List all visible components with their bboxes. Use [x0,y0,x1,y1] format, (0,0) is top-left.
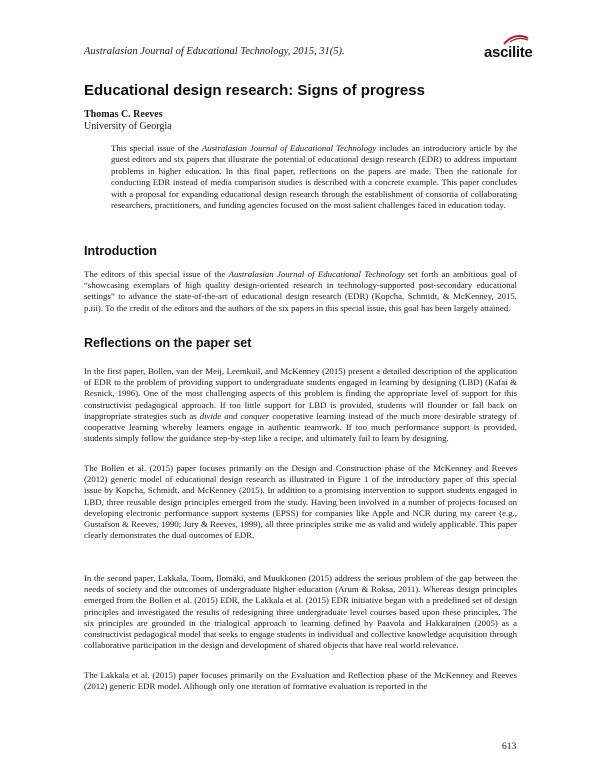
reflections-paragraph-1 [84,366,517,444]
intro-journal-name: Australasian Journal of Educational Technology [228,269,405,279]
reflections-heading: Reflections on the paper set [84,336,252,350]
intro-text-start: The editors of this special issue of the [84,269,229,279]
intro-text-end: set forth an ambitious goal of “showcasing exemplars of high quality design-oriented research in technology-supported post-secondary educational settings” to advance the state-of-the-art of educational design research (EDR) (Kopcha, Schmidt, & McKenney, 2015, p.iii). To the credit of the editors and the authors of the six papers in this special issue, this goal has been largely attained. [84,269,518,313]
p1-text-end: cooperative learning instead of the much more desirable strategy of cooperative learning whereby learners engage in authentic teamwork. If too much performance support is provided, students simply follow the guidance step-by-step like a recipe, and ultimately fail to learn by designing. [84,410,517,444]
author-affiliation: University of Georgia [84,121,172,132]
reflections-paragraph-3: In the second paper, Lakkala, Toom, Ilomäki, and Muukkonen (2015) address the serious problem of the gap between the needs of society and the outcomes of undergraduate higher education (Arum & Roksa, 2011). Whereas design principles emerged from the Bollen et al. (2015) EDR, the Lakkala et al. (2015) EDR initiative began with a predefined set of design principles and investigated the results of redesigning three undergraduate level courses based upon these principles. The six principles are grounded in the trialogical approach to learning defined by Paavola and Hakkarainen (2005) as a constructivist pedagogical model that seeks to engage students in individual and collective knowledge acquisition through collaborative participation in the design and development of shared objects that have real world relevance. [84,573,517,651]
article-title: Educational design research: Signs of progress [84,82,425,99]
introduction-paragraph [84,269,517,314]
logo-text: ascilite [484,44,533,61]
journal-header: Australasian Journal of Educational Technology, 2015, 31(5). [84,46,345,57]
reflections-paragraph-2: The Bollen et al. (2015) paper focuses primarily on the Design and Construction phase of the McKenney and Reeves (2012) generic model of educational design research as illustrated in Figure 1 of the introductory paper of this special issue by Kopcha, Schmidt, and McKenney (2015). In addition to a promising intervention to support students engaged in LBD, three reusable design principles emerged from the study. Having been involved in a number of projects focused on developing electronic performance support systems (EPSS) for companies like Apple and NCR during my career (e.g., Gustafson & Reeves, 1990; Jury & Reeves, 1999), all three principles strike me as valid and widely applicable. This paper clearly demonstrates the dual outcomes of EDR. [84,463,517,541]
author-name: Thomas C. Reeves [84,109,163,120]
p1-text-start: In the first paper, Bollen, van der Meij, Leemkuil, and McKenney (2015) present a detailed description of the application of EDR to the problem of providing support to undergraduate students engaged in learning by designing (LBD) (Kafai & Resnick, 1996). One of the most challenging aspects of this problem is finding the appropriate level of support for this constructivist pedagogical approach. If too little support for LBD is provided, students will flounder or fall back on inappropriate strategies such as [84,366,517,421]
abstract [111,143,517,211]
abstract-text-start: This special issue of the [111,143,202,153]
reflections-paragraph-4: The Lakkala et al. (2015) paper focuses primarily on the Evaluation and Reflection phase of the McKenney and Reeves (2012) generic EDR model. Although only one iteration of formative evaluation is reported in the [84,670,517,692]
abstract-journal-name: Australasian Journal of Educational Technology [201,143,377,153]
page-number: 613 [502,742,517,752]
abstract-text-end: includes an introductory article by the guest editors and six papers that illustrate the potential of educational design research (EDR) to address important problems in higher education. In this final paper, reflections on the papers are made. Then the rationale for conducting EDR instead of media comparison studies is described with a concrete example. This paper concludes with a proposal for expanding educational design research through the establishment of consortia of collaborating researchers, practitioners, and funding agencies focused on the most salient challenges faced in education today. [111,143,517,211]
p1-italic-term: divide and conquer [199,410,270,421]
introduction-heading: Introduction [84,244,157,258]
ascilite-logo [484,30,544,70]
